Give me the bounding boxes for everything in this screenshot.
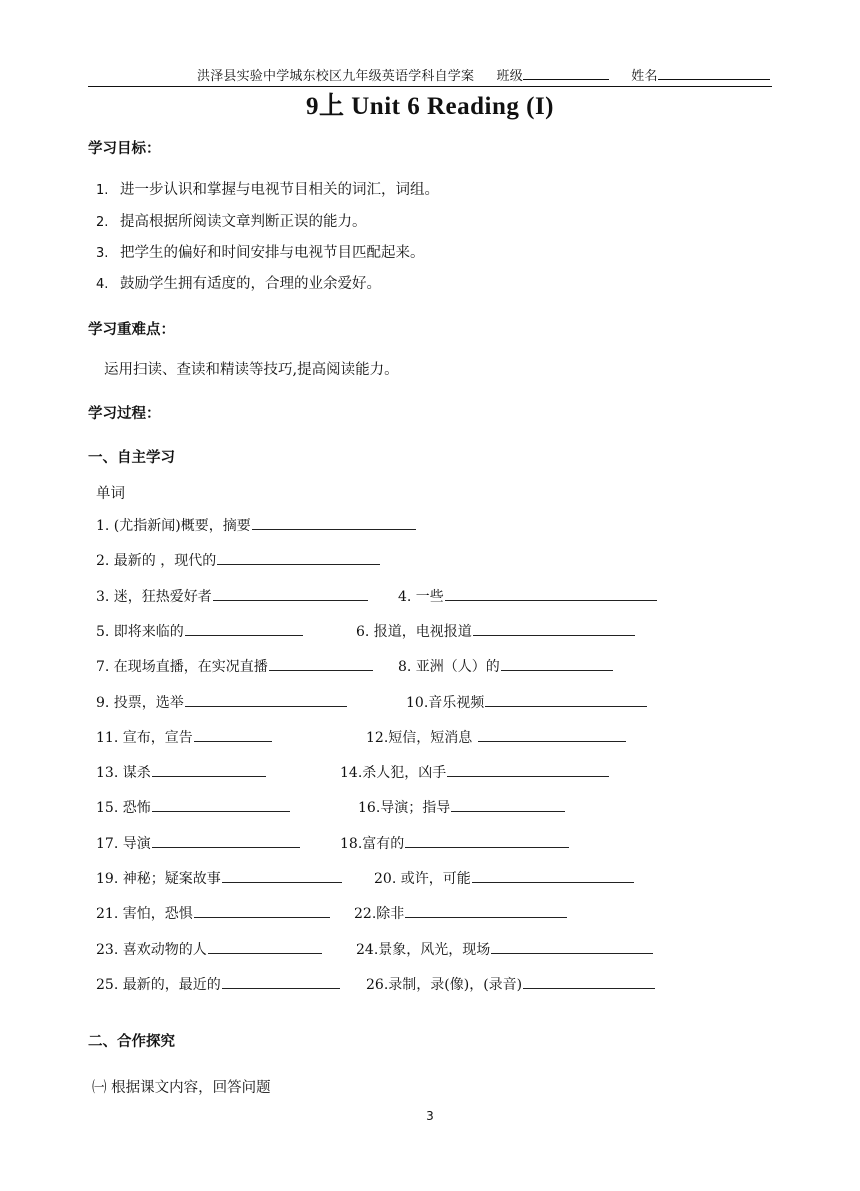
answer-blank[interactable]	[252, 515, 416, 530]
answer-blank[interactable]	[472, 868, 634, 883]
vocab-item	[340, 833, 569, 853]
vocab-item	[356, 621, 635, 641]
vocab-prompt: 1. (尤指新闻)概要，摘要	[96, 518, 251, 534]
vocab-item	[398, 656, 613, 676]
worksheet-header	[197, 65, 770, 84]
vocab-prompt: 2. 最新的 ，现代的	[96, 553, 217, 570]
vocab-prompt: 5. 即将来临的	[96, 623, 184, 640]
objective-number: 3.	[96, 246, 109, 261]
answer-blank[interactable]	[501, 656, 613, 671]
page-title: 9上 Unit 6 Reading (I)	[305, 93, 554, 120]
vocab-item	[366, 974, 655, 994]
objective-item	[96, 241, 425, 262]
vocab-prompt: 21. 害怕，恐惧	[96, 906, 193, 923]
vocab-item	[96, 868, 342, 888]
vocab-item	[96, 797, 290, 817]
vocab-item	[340, 762, 609, 782]
vocab-item	[354, 903, 567, 923]
answer-blank[interactable]	[451, 797, 565, 812]
vocab-item	[96, 692, 347, 712]
vocab-prompt: 15. 恐怖	[96, 800, 151, 817]
vocab-prompt: 9. 投票，选举	[96, 694, 184, 711]
class-label: 班级	[496, 69, 523, 84]
answer-blank[interactable]	[185, 621, 303, 636]
objective-text: 鼓励学生拥有适度的，合理的业余爱好。	[120, 276, 381, 292]
answer-blank[interactable]	[445, 586, 657, 601]
vocab-item	[96, 762, 266, 782]
process-heading: 学习过程：	[88, 406, 161, 422]
key-points-heading: 学习重难点：	[88, 322, 175, 338]
key-points-text: 运用扫读、查读和精读等技巧,提高阅读能力。	[104, 362, 399, 378]
vocab-item	[96, 833, 300, 853]
objective-text: 把学生的偏好和时间安排与电视节目匹配起来。	[120, 245, 425, 261]
vocab-prompt: 16.导演；指导	[358, 800, 451, 817]
objective-item	[96, 210, 367, 231]
vocab-prompt: 4. 一些	[398, 588, 444, 605]
vocab-item	[96, 656, 373, 676]
vocab-item	[96, 939, 322, 959]
answer-blank[interactable]	[213, 586, 368, 601]
name-label: 姓名	[631, 69, 658, 84]
vocab-item	[358, 797, 565, 817]
objective-item	[96, 178, 439, 199]
answer-blank[interactable]	[478, 727, 626, 742]
answer-blank[interactable]	[194, 903, 330, 918]
vocab-prompt: 7. 在现场直播，在实况直播	[96, 659, 268, 676]
vocab-item	[398, 586, 657, 606]
vocab-item	[96, 515, 416, 535]
vocab-item	[366, 727, 626, 747]
vocab-prompt: 23. 喜欢动物的人	[96, 941, 207, 958]
vocab-prompt: 10.音乐视频	[406, 694, 485, 711]
answer-blank[interactable]	[194, 727, 272, 742]
vocab-item	[96, 903, 330, 923]
vocab-prompt: 19. 神秘；疑案故事	[96, 871, 221, 887]
answer-blank[interactable]	[405, 903, 567, 918]
objective-text: 提高根据所阅读文章判断正误的能力。	[120, 214, 367, 230]
objective-item	[96, 272, 381, 293]
answer-blank[interactable]	[485, 692, 647, 707]
vocab-item	[356, 939, 653, 959]
vocab-item	[374, 868, 634, 888]
answer-blank[interactable]	[473, 621, 635, 636]
vocab-prompt: 22.除非	[354, 906, 405, 923]
vocab-item	[96, 974, 340, 994]
cooperation-subheading: ㈠ 根据课文内容，回答问题	[92, 1080, 271, 1096]
vocab-prompt: 18.富有的	[340, 835, 405, 852]
answer-blank[interactable]	[405, 833, 569, 848]
answer-blank[interactable]	[185, 692, 347, 707]
vocab-prompt: 11. 宣布，宣告	[96, 729, 193, 746]
answer-blank[interactable]	[152, 833, 300, 848]
answer-blank[interactable]	[222, 868, 342, 883]
vocab-prompt: 3. 迷，狂热爱好者	[96, 588, 212, 605]
answer-blank[interactable]	[152, 797, 290, 812]
vocab-item	[406, 692, 647, 712]
vocab-prompt: 17. 导演	[96, 835, 151, 852]
objectives-heading: 学习目标：	[88, 141, 161, 157]
answer-blank[interactable]	[217, 550, 380, 565]
vocab-item	[96, 727, 272, 747]
vocab-prompt: 13. 谋杀	[96, 765, 151, 782]
objective-number: 1.	[96, 183, 109, 198]
vocab-prompt: 26.录制，录(像)，(录音)	[366, 976, 523, 993]
answer-blank[interactable]	[269, 656, 373, 671]
name-blank[interactable]	[658, 67, 770, 80]
vocab-prompt: 8. 亚洲（人）的	[398, 659, 500, 676]
vocab-prompt: 6. 报道，电视报道	[356, 623, 472, 640]
answer-blank[interactable]	[491, 939, 653, 954]
vocab-prompt: 20. 或许，可能	[374, 871, 471, 887]
self-study-heading: 一、自主学习	[88, 450, 175, 466]
vocab-item	[96, 550, 380, 570]
vocab-prompt: 25. 最新的，最近的	[96, 976, 221, 993]
objective-number: 2.	[96, 215, 109, 230]
answer-blank[interactable]	[152, 762, 266, 777]
vocab-prompt: 14.杀人犯，凶手	[340, 765, 447, 782]
answer-blank[interactable]	[208, 939, 322, 954]
class-blank[interactable]	[523, 67, 609, 80]
answer-blank[interactable]	[222, 974, 340, 989]
vocab-subheading: 单词	[96, 486, 125, 502]
vocab-item	[96, 586, 368, 606]
vocab-item	[96, 621, 303, 641]
vocab-prompt: 12.短信，短消息	[366, 729, 477, 746]
answer-blank[interactable]	[447, 762, 609, 777]
objective-text: 进一步认识和掌握与电视节目相关的词汇，词组。	[120, 182, 439, 198]
cooperation-heading: 二、合作探究	[88, 1034, 175, 1050]
vocab-prompt: 24.景象，风光，现场	[356, 941, 491, 958]
school-name: 洪泽县实验中学城东校区九年级英语学科自学案	[197, 69, 475, 84]
answer-blank[interactable]	[523, 974, 655, 989]
page-number: 3	[426, 1109, 434, 1123]
objective-number: 4.	[96, 277, 109, 292]
